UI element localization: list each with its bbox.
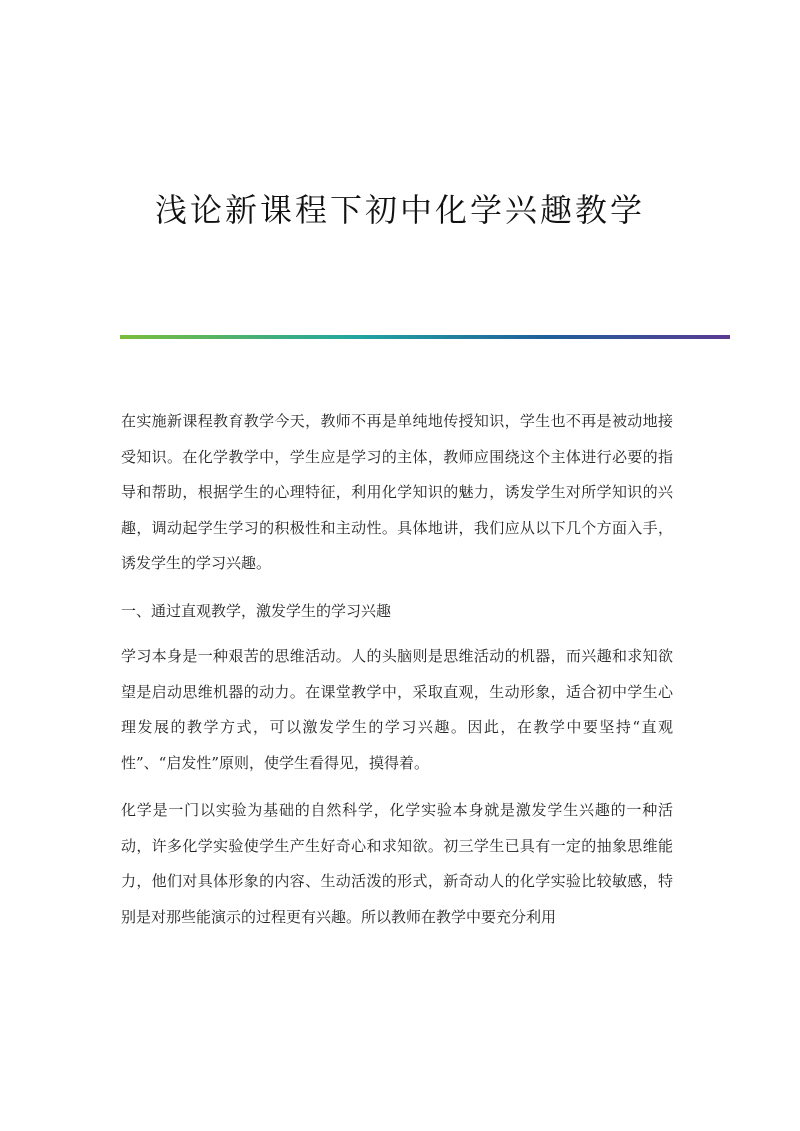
title-divider <box>120 335 730 339</box>
document-title: 浅论新课程下初中化学兴趣教学 <box>154 191 645 229</box>
section-heading: 一、通过直观教学，激发学生的学习兴趣 <box>121 601 392 620</box>
paragraph-body: 化学是一门以实验为基础的自然科学，化学实验本身就是激发学生兴趣的一种活动，许多化学实验使学生产生好奇心和求知欲。初三学生已具有一定的抽象思维能力，他们对具体形象的内容、生动活泼的形式，新奇动人的化学实验比较敏感，特别是对那些能演示的过程更有兴趣。所以教师在教学中要充分利用 <box>121 801 673 926</box>
document-body <box>121 404 673 947</box>
paragraph-intro: 在实施新课程教育教学今天，教师不再是单纯地传授知识，学生也不再是被动地接受知识。在化学教学中，学生应是学习的主体，教师应围绕这个主体进行必要的指导和帮助，根据学生的心理特征，利用化学知识的魅力，诱发学生对所学知识的兴趣，调动起学生学习的积极性和主动性。具体地讲，我们应从以下几个方面入手，诱发学生的学习兴趣。 <box>121 412 673 572</box>
paragraph-body: 学习本身是一种艰苦的思维活动。人的头脑则是思维活动的机器，而兴趣和求知欲望是启动思维机器的动力。在课堂教学中，采取直观，生动形象，适合初中学生心理发展的教学方式，可以激发学生的学习兴趣。因此，在教学中要坚持“直观性”、“启发性”原则，使学生看得见，摸得着。 <box>121 647 673 772</box>
